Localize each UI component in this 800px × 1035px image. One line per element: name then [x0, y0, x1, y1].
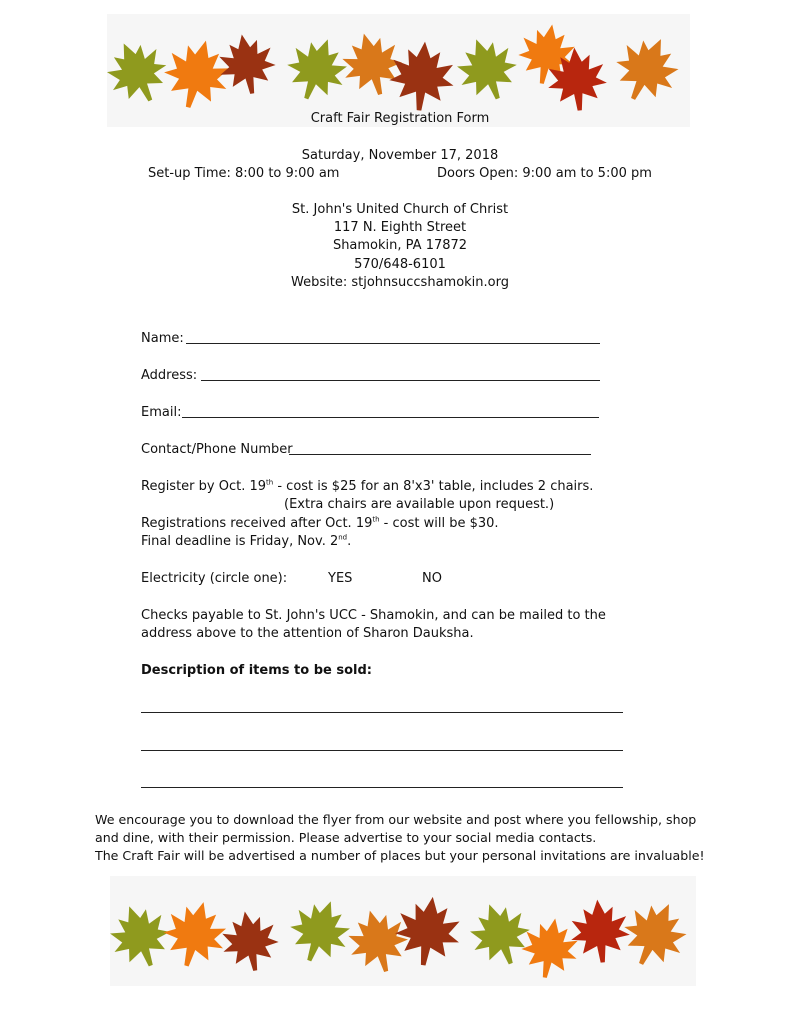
extra-chairs-note: (Extra chairs are available upon request.)	[284, 497, 555, 512]
name-input-line[interactable]	[186, 343, 600, 344]
checks-line-2: address above to the attention of Sharon Dauksha.	[141, 626, 474, 641]
late-registration-text: Registrations received after Oct. 19th - cost will be $30.	[141, 515, 499, 531]
description-line-2[interactable]	[141, 750, 623, 751]
setup-time: Set-up Time: 8:00 to 9:00 am	[148, 166, 340, 181]
venue-street: 117 N. Eighth Street	[333, 220, 467, 235]
address-input-line[interactable]	[201, 380, 600, 381]
venue-phone: 570/648-6101	[354, 257, 446, 272]
description-heading: Description of items to be sold:	[141, 663, 372, 678]
electricity-label: Electricity (circle one):	[141, 571, 288, 586]
register-by-text: Register by Oct. 19th - cost is $25 for an 8'x3' table, includes 2 chairs.	[141, 478, 594, 494]
email-input-line[interactable]	[182, 417, 599, 418]
doors-open: Doors Open: 9:00 am to 5:00 pm	[437, 166, 652, 181]
description-line-3[interactable]	[141, 787, 623, 788]
email-label: Email:	[141, 405, 182, 420]
footer-line-1: We encourage you to download the flyer from our website and post where you fellowship, shop	[95, 812, 697, 827]
venue-city: Shamokin, PA 17872	[332, 238, 468, 253]
form-title: Craft Fair Registration Form	[310, 111, 490, 126]
phone-label: Contact/Phone Number	[141, 442, 293, 457]
final-deadline-text: Final deadline is Friday, Nov. 2nd.	[141, 533, 352, 549]
leaf-banner-bottom	[110, 876, 696, 986]
venue-name: St. John's United Church of Christ	[291, 202, 509, 217]
electricity-yes-option[interactable]: YES	[328, 571, 353, 586]
name-label: Name:	[141, 331, 184, 346]
electricity-no-option[interactable]: NO	[422, 571, 442, 586]
description-line-1[interactable]	[141, 712, 623, 713]
footer-line-2: and dine, with their permission. Please advertise to your social media contacts.	[95, 830, 597, 845]
checks-line-1: Checks payable to St. John's UCC - Shamokin, and can be mailed to the	[141, 608, 606, 623]
phone-input-line[interactable]	[289, 454, 591, 455]
venue-website: Website: stjohnsuccshamokin.org	[291, 275, 509, 290]
autumn-leaves-bottom-image	[110, 876, 696, 986]
address-label: Address:	[141, 368, 198, 383]
footer-line-3: The Craft Fair will be advertised a number of places but your personal invitations are invaluable!	[95, 848, 705, 863]
event-date: Saturday, November 17, 2018	[301, 148, 499, 163]
